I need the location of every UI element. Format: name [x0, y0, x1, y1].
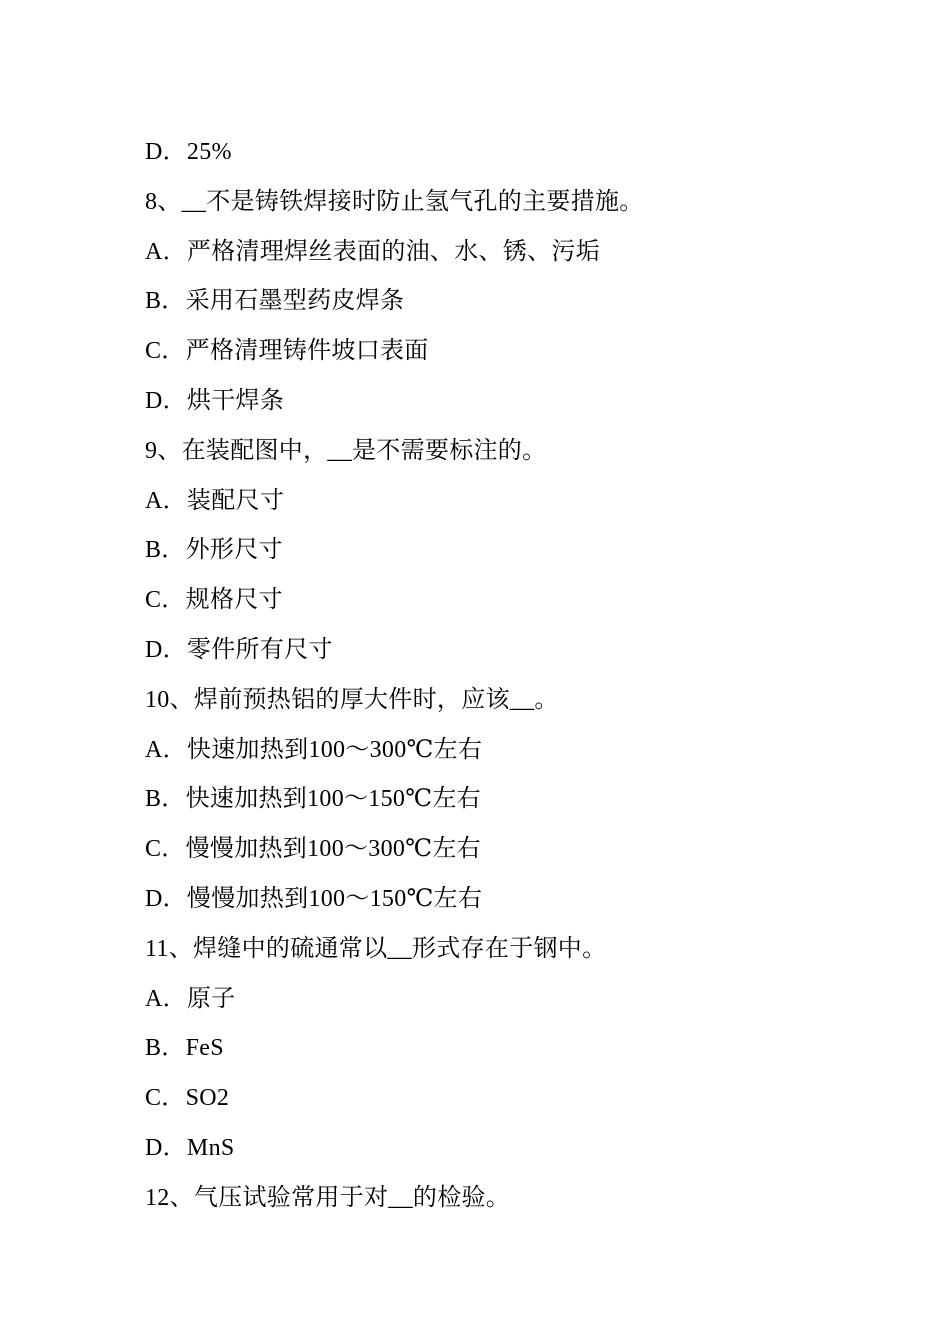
option-b-q10: B．快速加热到100～150℃左右: [145, 786, 481, 813]
question-10: 10、焊前预热铝的厚大件时，应该__。: [145, 686, 559, 713]
question-12: 12、气压试验常用于对__的检验。: [145, 1184, 511, 1211]
option-d-q11: D．MnS: [145, 1134, 235, 1161]
option-d-q8: D．烘干焊条: [145, 387, 285, 414]
option-d-q10: D．慢慢加热到100～150℃左右: [145, 885, 483, 912]
option-c-q10: C．慢慢加热到100～300℃左右: [145, 836, 481, 863]
option-a-q11: A．原子: [145, 985, 236, 1012]
option-a-q8: A．严格清理焊丝表面的油、水、锈、污垢: [145, 238, 601, 265]
question-11: 11、焊缝中的硫通常以__形式存在于钢中。: [145, 935, 607, 962]
option-c-q8: C．严格清理铸件坡口表面: [145, 338, 429, 365]
option-c-q9: C．规格尺寸: [145, 587, 283, 614]
option-b-q11: B．FeS: [145, 1035, 224, 1062]
option-b-q9: B．外形尺寸: [145, 537, 283, 564]
option-a-q9: A．装配尺寸: [145, 487, 285, 514]
option-d-q7: D．25%: [145, 139, 232, 165]
question-9: 9、在装配图中，__是不需要标注的。: [145, 437, 547, 464]
document-page: [145, 128, 905, 1224]
question-8: 8、__不是铸铁焊接时防止氢气孔的主要措施。: [145, 188, 644, 215]
option-c-q11: C．SO2: [145, 1085, 230, 1112]
option-a-q10: A．快速加热到100～300℃左右: [145, 736, 483, 763]
option-b-q8: B．采用石墨型药皮焊条: [145, 288, 405, 315]
option-d-q9: D．零件所有尺寸: [145, 636, 333, 663]
